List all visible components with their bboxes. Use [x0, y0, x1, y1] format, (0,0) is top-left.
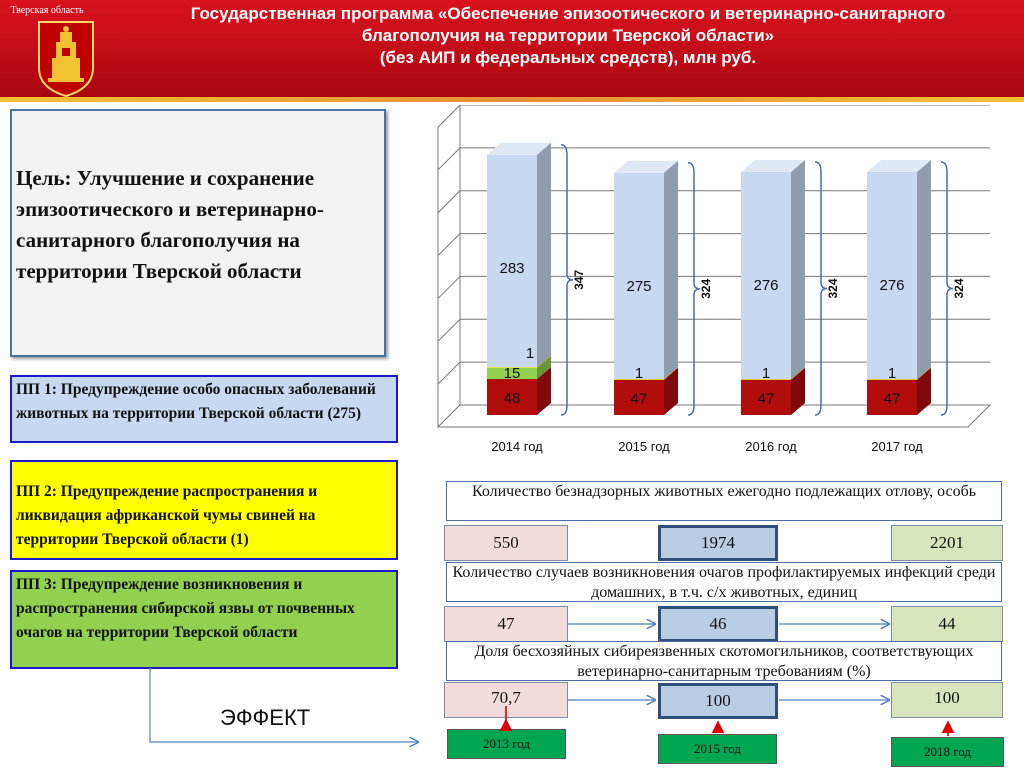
subprogram-2-box: ПП 2: Предупреждение распространения и ликвидация африканской чумы свиней на территории Тверской области (1) [10, 460, 398, 560]
bar-segment-label: 275 [626, 277, 652, 295]
total-label: 324 [952, 278, 966, 299]
bar-segment [614, 173, 664, 379]
indicator-3-value-2018: 100 [891, 682, 1003, 718]
bar-segment-label: 1 [634, 364, 644, 382]
bar-segment-label: 283 [499, 259, 525, 277]
category-label: 2014 год [491, 439, 543, 454]
year-box-2015: 2015 год [658, 734, 777, 764]
gridline-side [438, 362, 460, 384]
indicator-3-value-2013: 70,7 [444, 682, 568, 718]
indicator-2-value-2015: 46 [658, 606, 778, 642]
bar-segment-label: 1 [761, 364, 771, 382]
bar-segment-label: 47 [630, 390, 648, 408]
page-title [118, 3, 1018, 69]
gridline-side [438, 319, 460, 341]
indicator-2-value-2013: 47 [444, 606, 568, 642]
region-label: Тверская область [10, 5, 84, 16]
title-line-1: Государственная программа «Обеспечение эпизоотического и ветеринарно-санитарного [190, 4, 946, 23]
title-line-3: (без АИП и федеральных средств), млн руб. [379, 48, 757, 67]
year-box-2013: 2013 год [447, 729, 566, 759]
subprogram-1-box: ПП 1: Предупреждение особо опасных заболеваний животных на территории Тверской области (275) [10, 375, 398, 443]
bar-segment-side [664, 161, 678, 379]
bar-segment-label: 47 [757, 390, 775, 408]
year-box-2018: 2018 год [891, 737, 1004, 767]
bar-segment-label: 1 [525, 344, 535, 362]
category-label: 2017 год [871, 439, 923, 454]
total-label: 347 [572, 269, 586, 290]
indicator-1-value-2015: 1974 [658, 525, 778, 561]
title-line-2: благополучия на территории Тверской области» [361, 26, 775, 45]
gridline-side [438, 191, 460, 213]
indicator-1-value-2013: 550 [444, 525, 568, 561]
indicator-1-value-2018: 2201 [891, 525, 1003, 561]
goal-box [10, 109, 386, 357]
bar-segment-label: 276 [879, 277, 905, 294]
bar-segment-label: 48 [503, 390, 521, 407]
bar-segment-side [537, 143, 551, 367]
indicator-2-value-2018: 44 [891, 606, 1003, 642]
goal-text: Цель: Улучшение и сохранение эпизоотического и ветеринарно-санитарного благополучия на территории Тверской области [16, 166, 324, 283]
category-label: 2016 год [745, 439, 797, 454]
bar-segment-label: 15 [503, 364, 521, 382]
subprogram-3-box: ПП 3: Предупреждение возникновения и распространения сибирской язвы от почвенных очагов на территории Тверской области [10, 570, 398, 669]
bar-segment-label: 47 [883, 390, 901, 408]
gridline-side [438, 276, 460, 298]
bar-segment [867, 172, 917, 379]
bar-segment-label: 276 [753, 277, 779, 294]
category-label: 2015 год [618, 439, 670, 454]
total-label: 324 [826, 278, 840, 299]
bar-segment-side [791, 160, 805, 379]
gridline-side [438, 105, 460, 127]
indicator-1-title: Количество безнадзорных животных ежегодно подлежащих отлову, особь [446, 481, 1002, 521]
indicator-2-title: Количество случаев возникновения очагов профилактируемых инфекций среди домашних, в т.ч. с/х животных, единиц [446, 562, 1002, 602]
header-stripe [0, 97, 1024, 102]
effect-label: ЭФФЕКТ [220, 705, 311, 730]
bar-segment-label: 1 [887, 364, 897, 382]
gridline-side [438, 234, 460, 256]
indicator-3-title: Доля бесхозяйных сибиреязвенных скотомогильников, соответствующих ветеринарно-санитарным требованиям (%) [446, 641, 1002, 681]
stacked-bar-chart [420, 105, 1020, 475]
gridline-side [438, 148, 460, 170]
indicator-3-value-2015: 100 [658, 683, 778, 719]
coat-of-arms-icon [36, 20, 96, 98]
bar-segment [741, 172, 791, 379]
total-label: 324 [699, 278, 713, 299]
bar-segment-side [917, 160, 931, 379]
